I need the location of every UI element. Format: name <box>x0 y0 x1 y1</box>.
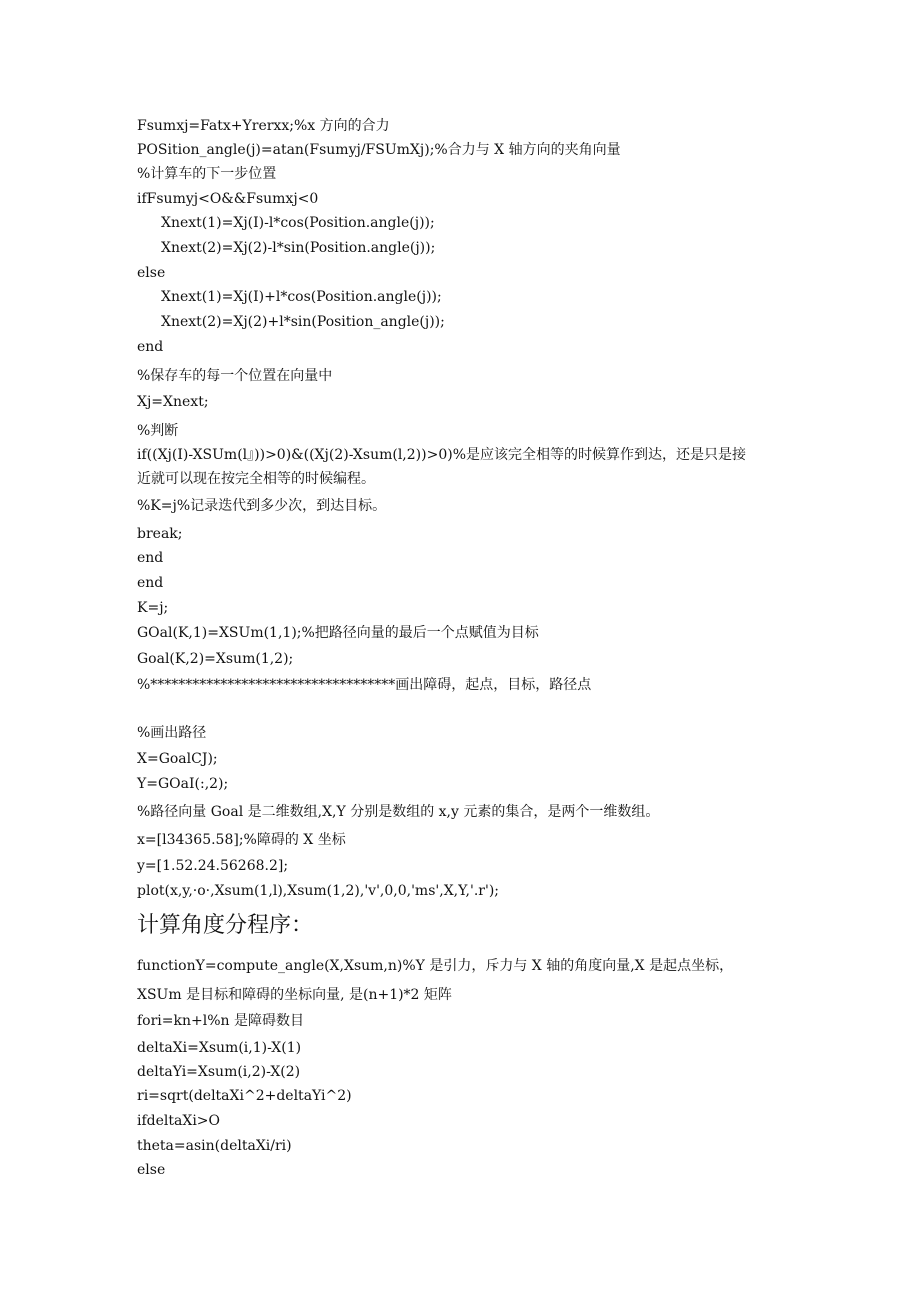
code-line: X=GoalCJ); <box>137 751 218 767</box>
comment-line: %判断 <box>137 423 179 439</box>
code-line: end <box>137 575 164 591</box>
code-line: 近就可以现在按完全相等的时候编程。 <box>137 471 375 487</box>
code-line: POSition_angle(j)=atan(Fsumyj/FSUmXj);%合力与 X 轴方向的夹角向量 <box>137 142 621 158</box>
code-line: Fsumxj=Fatx+Yrerxx;%x 方向的合力 <box>137 118 390 134</box>
code-line: GOal(K,1)=XSUm(1,1);%把路径向量的最后一个点赋值为目标 <box>137 625 539 641</box>
code-line: functionY=compute_angle(X,Xsum,n)%Y 是引力，斥力与 X 轴的角度向量,X 是起点坐标， <box>137 958 734 974</box>
code-line: Xnext(2)=Xj(2)+l*sin(Position_angle(j)); <box>161 314 445 330</box>
comment-line: %路径向量 Goal 是二维数组,X,Y 分别是数组的 x,y 元素的集合，是两个一维数组。 <box>137 804 660 820</box>
code-line: K=j; <box>137 600 169 616</box>
code-line: Goal(K,2)=Xsum(1,2); <box>137 651 294 667</box>
code-line: Y=GOaI(:,2); <box>137 776 229 792</box>
code-line: y=[1.52.24.56268.2]; <box>137 858 289 874</box>
code-line: fori=kn+l%n 是障碍数目 <box>137 1013 304 1029</box>
code-line: ifFsumyj<O&&Fsumxj<0 <box>137 191 319 207</box>
comment-line: %画出路径 <box>137 725 207 741</box>
code-line: ifdeltaXi>O <box>137 1113 221 1129</box>
comment-line: %保存车的每一个位置在向量中 <box>137 368 333 384</box>
comment-line: %***********************************画出障碍，起点，目标，路径点 <box>137 677 592 693</box>
code-line: Xnext(2)=Xj(2)-l*sin(Position.angle(j)); <box>161 240 436 256</box>
code-line: end <box>137 339 164 355</box>
comment-line: %计算车的下一步位置 <box>137 166 277 182</box>
code-line: end <box>137 550 164 566</box>
code-line: plot(x,y,·o·,Xsum(1,l),Xsum(1,2),'v',0,0,'ms',X,Y,'.r'); <box>137 883 500 899</box>
code-line: ri=sqrt(deltaXi^2+deltaYi^2) <box>137 1088 352 1104</box>
comment-line: %K=j%记录迭代到多少次，到达目标。 <box>137 498 387 514</box>
code-line: Xnext(1)=Xj(I)+l*cos(Position.angle(j)); <box>161 289 442 305</box>
code-line: x=[l34365.58];%障碍的 X 坐标 <box>137 832 346 848</box>
code-line: deltaYi=Xsum(i,2)-X(2) <box>137 1064 301 1080</box>
code-line: theta=asin(deltaXi/ri) <box>137 1138 292 1154</box>
section-heading: 计算角度分程序： <box>137 913 314 938</box>
code-line: break; <box>137 526 183 542</box>
code-line: else <box>137 1162 166 1178</box>
code-line: if((Xj(I)-XSUm(l』))>0)&((Xj(2)-Xsum(l,2))>0)%是应该完全相等的时候算作到达，还是只是接 <box>137 447 746 463</box>
code-line: else <box>137 265 166 281</box>
code-line: Xnext(1)=Xj(I)-l*cos(Position.angle(j)); <box>161 215 435 231</box>
code-line: Xj=Xnext; <box>137 394 209 410</box>
code-line: XSUm 是目标和障碍的坐标向量, 是(n+1)*2 矩阵 <box>137 987 452 1003</box>
code-line: deltaXi=Xsum(i,1)-X(1) <box>137 1040 302 1056</box>
